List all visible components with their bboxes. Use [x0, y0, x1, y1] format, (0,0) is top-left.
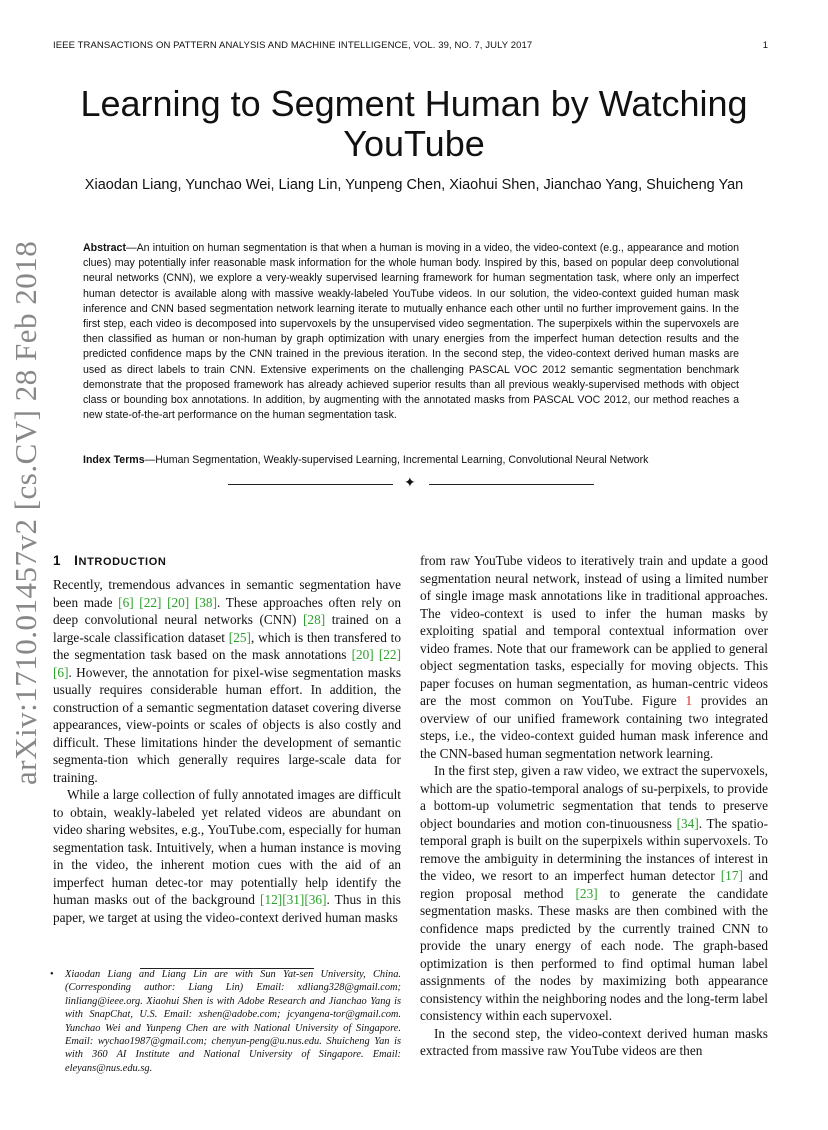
citation-link[interactable]: [23] [575, 885, 598, 901]
arxiv-identifier-stamp: arXiv:1710.01457v2 [cs.CV] 28 Feb 2018 [8, 240, 43, 785]
text-run: While a large collection of fully annotated images are difficult to obtain, weakly-labeled yet related videos are abundant on video sharing websites, e.g., YouTube.com, especially for human segmentation task. Intuitively, when a human instance is moving in the video, the inherent motion cues with the aid of an imperfect human detec-tor may potentially help identify the human masks out of the background [53, 787, 401, 907]
abstract-label: Abstract [83, 242, 126, 254]
section-number: 1 [53, 553, 62, 568]
citation-link[interactable]: [22] [139, 594, 162, 610]
separator-line-right [429, 484, 594, 485]
footnote-text: Xiaodan Liang and Liang Lin are with Sun Yat-sen University, China. (Corresponding author: Liang Lin) Email: xdliang328@gmail.com; linliang@ieee.org. Xiaohui Shen is with Adobe Research and Jianchao Yang is with SnapChat, U.S. Email: xshen@adobe.com; jcyangena-tor@gmail.com. Yunchao Wei and Yunpeng Chen are with National University of Singapore. Email: wychao1987@gmail.com; chenyun-peng@u.nus.edu. Shuicheng Yan is with 360 AI Institute and National University of Singapore. Email: eleyans@nus.edu.sg. [65, 969, 401, 1074]
index-terms-label: Index Terms [83, 454, 145, 466]
text-run: Recently, tremendous advances in semantic segmentation have been made [53, 577, 401, 610]
citation-link[interactable]: [34] [676, 815, 699, 831]
text-run: . These approaches often rely on deep convolutional neural networks (CNN) [53, 594, 402, 627]
text-run: . The spatio-temporal graph is built on the superpixels within supervoxels. To remove the ambiguity in determining the instances of interest in the video, we resort to an imperfect human detector [420, 815, 768, 883]
text-run: . Thus in this paper, we target at using the video-context derived human masks [53, 892, 401, 925]
abstract [83, 241, 739, 423]
citation-link[interactable]: [28] [303, 612, 326, 627]
left-column [53, 552, 401, 926]
author-list: Xiaodan Liang, Yunchao Wei, Liang Lin, Yunpeng Chen, Xiaohui Shen, Jianchao Yang, Shuicheng Yan [84, 177, 744, 193]
separator-line-left [228, 484, 393, 485]
citation-link[interactable]: [6] [118, 594, 134, 610]
section-title-initial: I [74, 553, 79, 568]
section-title-rest: NTRODUCTION [78, 556, 167, 568]
citation-link[interactable]: [36] [304, 892, 327, 907]
intro-paragraph-3 [420, 552, 768, 762]
index-terms-text: —Human Segmentation, Weakly-supervised Learning, Incremental Learning, Convolutional Neural Network [144, 454, 649, 466]
intro-paragraph-4 [420, 762, 768, 1025]
figure-reference-link[interactable]: 1 [685, 693, 693, 708]
citation-link[interactable]: [20] [351, 647, 374, 662]
abstract-text: —An intuition on human segmentation is that when a human is moving in a video, the video-context (e.g., appearance and motion clues) may potentially infer reasonable mask information for the whole human body. Inspired by this, based on popular deep convolutional neural networks (CNN), we explore a very-weakly supervised learning framework for human segmentation task, where only an imperfect human detector is available along with massive weakly-labeled YouTube videos. In our solution, the video-context guided human mask inference and CNN based segmentation network learning iterate to mutually enhance each other until no further improvement gains. In the first step, each video is decomposed into supervoxels by the unsupervised video segmentation. The superpixels within the supervoxels are then classified as human or non-human by graph optimization with unary energies from the imperfect human detection results and the predicted confidence maps by the CNN trained in the previous iteration. In the second step, the video-context derived human masks are used as direct labels to train CNN. Extensive experiments on the challenging PASCAL VOC 2012 semantic segmentation benchmark demonstrate that the proposed framework has already achieved superior results than all previous weakly-supervised methods with object class or bounding box annotations. In addition, by augmenting with the annotated masks from PASCAL VOC 2012, our method reaches a new state-of-the-art performance on the human segmentation task. [83, 242, 739, 422]
citation-link[interactable]: [12] [260, 892, 283, 907]
text-run: from raw YouTube videos to iteratively train and update a good segmentation neural network, instead of using a limited number of single image mask annotations like in traditional approaches. The video-context is used to infer the human masks by exploiting spatial and temporal contextual information over video frames. Note that our framework can be applied to general object segmentation tasks, especially for moving objects. This paper focuses on human segmentation, as human-centric videos are the most common on YouTube. Figure [420, 553, 768, 708]
footnote-bullet: • [50, 969, 54, 980]
citation-link[interactable]: [20] [167, 594, 190, 610]
text-run: , which is then transfered to the segmentation task based on the mask annotations [53, 629, 401, 662]
paper-title: Learning to Segment Human by Watching YouTube [80, 83, 748, 164]
text-run: In the first step, given a raw video, we extract the supervoxels, which are the spatio-temporal analogs of su-perpixels, to provide a bottom-up volumetric segmentation that tends to preserve object boundaries and motion con-tinuousness [420, 763, 768, 831]
section-heading [53, 552, 401, 571]
text-run: to generate the candidate segmentation masks. These masks are then combined with the confidence maps predicted by the currently trained CNN to provide the unary energy of each node. The graph-based optimization is then performed to find optimal human label assignments of the nodes by maximizing both appearance consistency within the neighboring nodes and the long-term label consistency within each supervoxel. [420, 885, 768, 1023]
citation-link[interactable]: [25] [228, 629, 251, 645]
citation-link[interactable]: [38] [194, 594, 217, 610]
intro-paragraph-5 [420, 1025, 768, 1060]
text-run: In the second step, the video-context derived human masks extracted from massive raw YouTube videos are then [420, 1025, 768, 1058]
text-run: . However, the annotation for pixel-wise segmentation masks usually requires considerable human effort. In addition, the construction of a semantic segmentation dataset covering diverse appearances, view-points or scales of objects is also costly and difficult. These limitations hinder the development of semantic segmenta-tion which generally requires large-scale data for training. [53, 664, 401, 785]
author-affiliation-footnote [50, 968, 401, 1075]
citation-link[interactable]: [17] [720, 868, 743, 883]
separator-diamond-icon: ✦ [404, 476, 416, 491]
text-run: provides an overview of our unified framework containing two integrated steps, i.e., the video-context guided human mask inference and the CNN-based human segmentation network learning. [420, 693, 768, 761]
running-head: IEEE TRANSACTIONS ON PATTERN ANALYSIS AND MACHINE INTELLIGENCE, VOL. 39, NO. 7, JULY 2017 [53, 40, 533, 51]
text-run: trained on a large-scale classification dataset [53, 612, 401, 645]
citation-link[interactable]: [31] [282, 892, 305, 907]
section-separator [228, 477, 594, 493]
right-column [420, 552, 768, 1060]
index-terms [83, 453, 739, 468]
page-number: 1 [762, 40, 768, 51]
citation-link[interactable]: [22] [378, 647, 401, 662]
intro-paragraph-1 [53, 576, 401, 786]
text-run: and region proposal method [420, 868, 768, 901]
intro-paragraph-2 [53, 786, 401, 926]
citation-link[interactable]: [6] [53, 664, 69, 680]
